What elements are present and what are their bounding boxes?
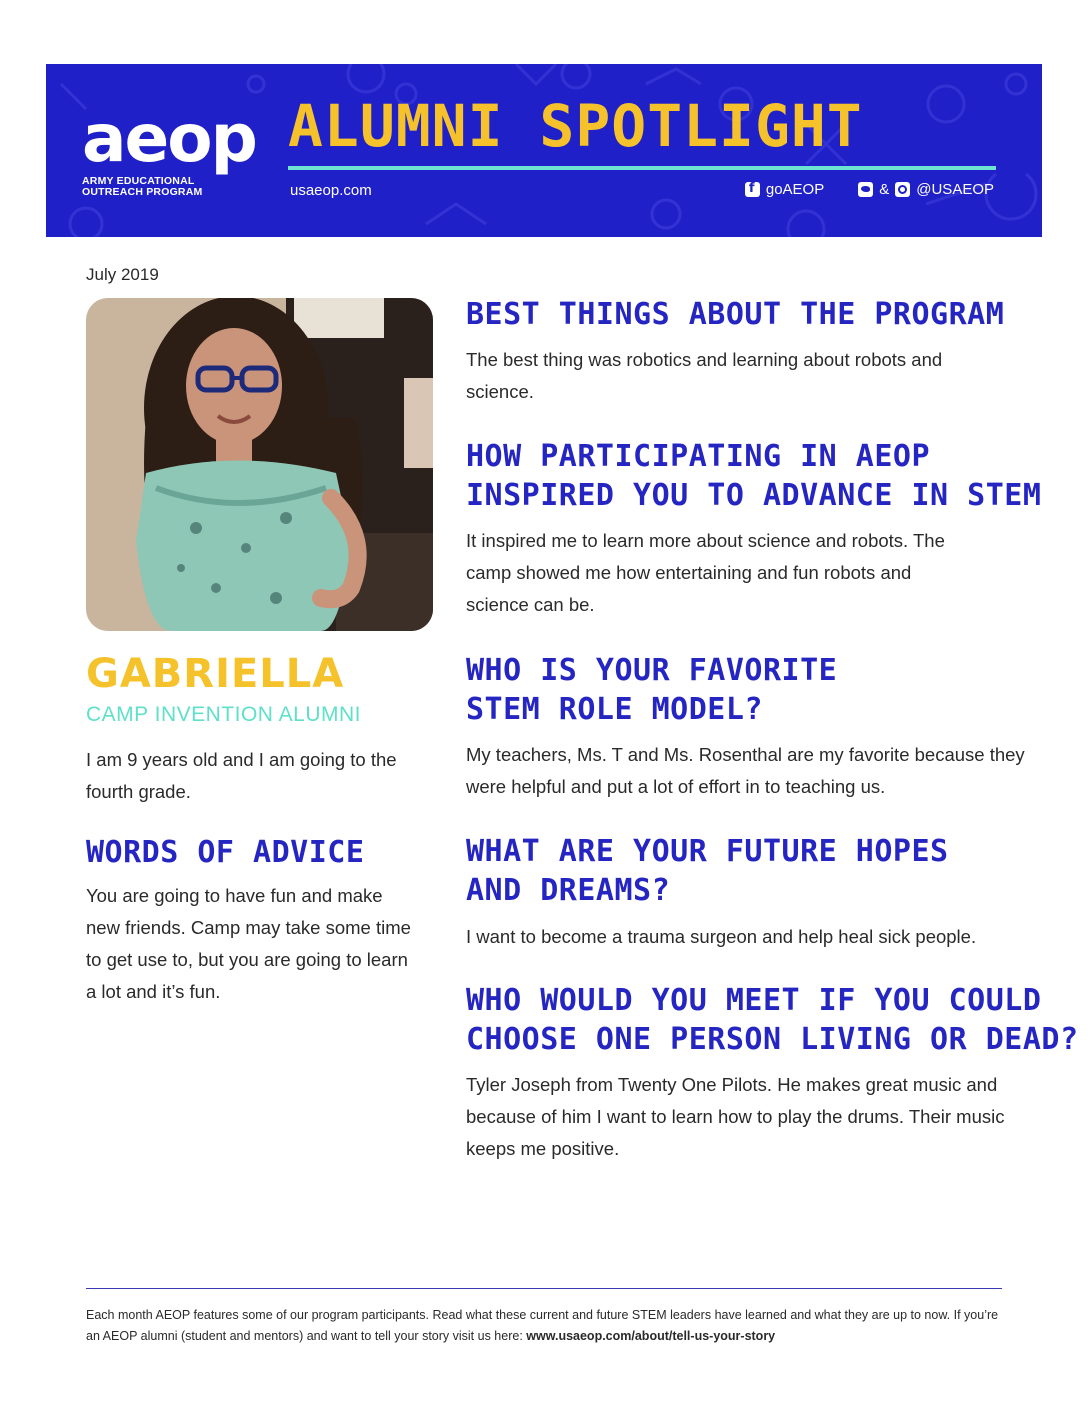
qa-answer-best-things: The best thing was robotics and learning about robots and science. [466, 349, 943, 402]
advice-text: You are going to have fun and make new friends. Camp may take some time to get use to, but you are going to learn a lot and it’s fun. [86, 885, 411, 1002]
qa-heading-meet: WHO WOULD YOU MEET IF YOU COULD CHOOSE ONE PERSON LIVING OR DEAD? [466, 983, 1079, 1057]
portrait-illustration [86, 298, 433, 631]
qa-heading-role-model: WHO IS YOUR FAVORITE STEM ROLE MODEL? [466, 653, 838, 727]
advice-heading: WORDS OF ADVICE [86, 835, 365, 870]
logo-wordmark: aeop [82, 100, 256, 177]
facebook-icon[interactable] [745, 182, 760, 197]
twitter-icon[interactable] [858, 182, 873, 197]
social-links [745, 181, 994, 198]
qa-answer-inspired: It inspired me to learn more about science and robots. The camp showed me how entertaining and fun robots and science can be. [466, 530, 945, 615]
aeop-logo[interactable] [82, 102, 272, 222]
alumni-name: GABRIELLA [86, 651, 345, 697]
qa-answer-role-model: My teachers, Ms. T and Ms. Rosenthal are my favorite because they were helpful and put a lot of effort in to teaching us. [466, 744, 1025, 797]
website-link[interactable]: usaeop.com [290, 182, 372, 199]
qa-heading-best-things: BEST THINGS ABOUT THE PROGRAM [466, 297, 1005, 332]
qa-heading-inspired: HOW PARTICIPATING IN AEOP INSPIRED YOU TO ADVANCE IN STEM [466, 439, 1042, 513]
banner-rule [288, 166, 996, 170]
banner-title: ALUMNI SPOTLIGHT [288, 92, 863, 160]
profile-photo [86, 298, 433, 631]
qa-heading-future: WHAT ARE YOUR FUTURE HOPES AND DREAMS? [466, 834, 949, 908]
story-link[interactable]: www.usaeop.com/about/tell-us-your-story [526, 1329, 776, 1343]
footer-note [86, 1305, 1006, 1347]
instagram-icon[interactable] [895, 182, 910, 197]
facebook-handle[interactable]: goAEOP [765, 181, 825, 198]
footer-text: Each month AEOP features some of our program participants. Read what these current and future STEM leaders have learned and what they are up to now. If you’re an AEOP alumni (student and mentors) and want to tell your story visit us here: [86, 1308, 999, 1343]
qa-answer-meet: Tyler Joseph from Twenty One Pilots. He makes great music and because of him I want to learn how to play the drums. Their music keeps me positive. [466, 1074, 1005, 1159]
footer-divider [86, 1288, 1002, 1289]
social-handle[interactable]: @USAEOP [916, 181, 994, 198]
logo-subtitle: ARMY EDUCATIONAL OUTREACH PROGRAM [82, 175, 203, 198]
header-banner [46, 64, 1042, 237]
issue-date: July 2019 [86, 265, 159, 284]
qa-answer-future: I want to become a trauma surgeon and help heal sick people. [466, 926, 977, 947]
program-name: CAMP INVENTION ALUMNI [86, 703, 361, 726]
bio-text: I am 9 years old and I am going to the fourth grade. [86, 749, 397, 802]
social-amp: & [879, 181, 890, 198]
